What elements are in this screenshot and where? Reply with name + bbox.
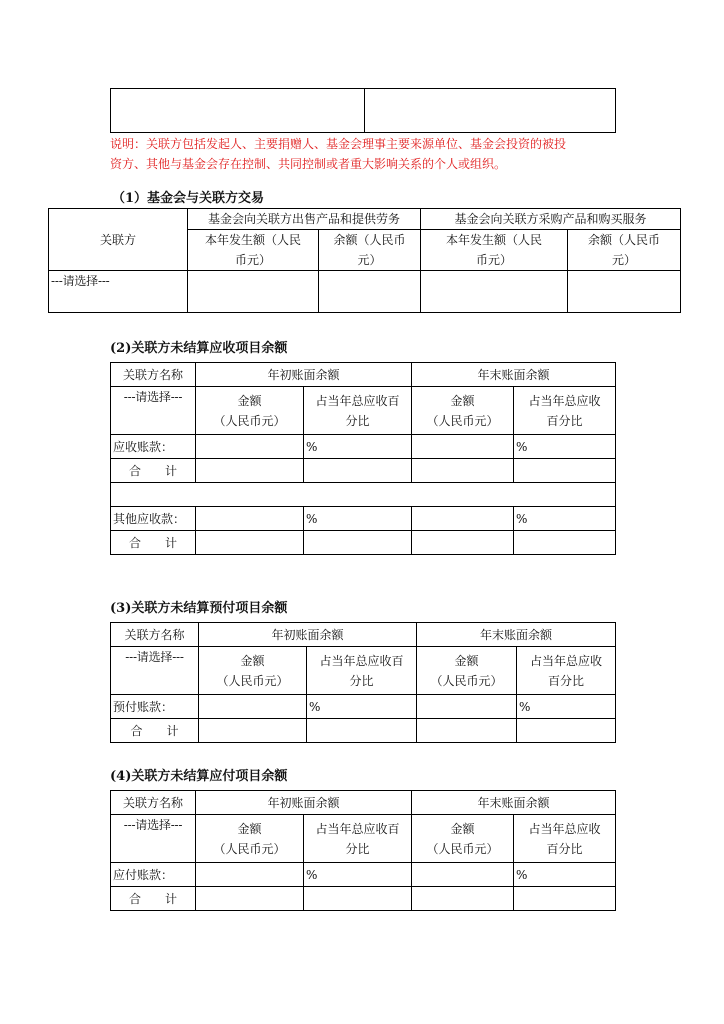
other-begin-amount[interactable] xyxy=(196,507,304,531)
payable-begin-amount[interactable] xyxy=(196,863,304,887)
col-end-balance: 年末账面余额 xyxy=(417,623,616,647)
prepay-end-amount[interactable] xyxy=(417,695,517,719)
begin-pct-header: 占当年总应收百 分比 xyxy=(307,647,417,695)
payable-total-begin-amount[interactable] xyxy=(196,887,304,911)
buy-balance-header: 余额（人民币 元） xyxy=(568,230,681,271)
other-end-pct[interactable]: % xyxy=(514,507,616,531)
other-total-end-pct[interactable] xyxy=(514,531,616,555)
ar-begin-amount[interactable] xyxy=(196,435,304,459)
row-label-receivable: 应收账款： xyxy=(111,435,196,459)
begin-amount-header: 金额 （人民币元） xyxy=(196,387,304,435)
payable-total-end-pct[interactable] xyxy=(514,887,616,911)
other-total-begin-pct[interactable] xyxy=(304,531,412,555)
row-label-payable: 应付账款： xyxy=(111,863,196,887)
col-related-party: 关联方 xyxy=(49,209,188,271)
payable-total-begin-pct[interactable] xyxy=(304,887,412,911)
sell-balance-cell[interactable] xyxy=(319,271,421,313)
payable-total-end-amount[interactable] xyxy=(412,887,514,911)
begin-amount-header: 金额 （人民币元） xyxy=(199,647,307,695)
sell-amount-header: 本年发生额（人民 币元） xyxy=(188,230,319,271)
top-box-cell-left[interactable] xyxy=(111,89,365,133)
end-amount-header: 金额 （人民币元） xyxy=(412,387,514,435)
row-label-total: 合 计 xyxy=(111,459,196,483)
end-amount-header: 金额 （人民币元） xyxy=(417,647,517,695)
payable-end-pct[interactable]: % xyxy=(514,863,616,887)
row-label-total: 合 计 xyxy=(111,719,199,743)
buy-balance-cell[interactable] xyxy=(568,271,681,313)
note-line-1: 说明：关联方包括发起人、主要捐赠人、基金会理事主要来源单位、基金会投资的被投 xyxy=(110,137,567,151)
end-pct-header: 占当年总应收 百分比 xyxy=(514,815,616,863)
prepay-total-begin-amount[interactable] xyxy=(199,719,307,743)
prepay-total-end-amount[interactable] xyxy=(417,719,517,743)
prepay-begin-amount[interactable] xyxy=(199,695,307,719)
related-party-select[interactable]: ---请选择--- xyxy=(49,271,188,313)
ar-end-pct[interactable]: % xyxy=(514,435,616,459)
prepay-total-end-pct[interactable] xyxy=(517,719,616,743)
ar-end-amount[interactable] xyxy=(412,435,514,459)
top-box-cell-right[interactable] xyxy=(365,89,616,133)
spacer-row xyxy=(111,483,616,507)
col-begin-balance: 年初账面余额 xyxy=(199,623,417,647)
other-total-begin-amount[interactable] xyxy=(196,531,304,555)
row-label-prepayment: 预付账款： xyxy=(111,695,199,719)
col-party-name: 关联方名称 xyxy=(111,623,199,647)
col-end-balance: 年末账面余额 xyxy=(412,791,616,815)
party-select[interactable]: ---请选择--- xyxy=(111,387,196,435)
ar-total-begin-amount[interactable] xyxy=(196,459,304,483)
buy-amount-cell[interactable] xyxy=(421,271,568,313)
ar-total-end-pct[interactable] xyxy=(514,459,616,483)
col-party-name: 关联方名称 xyxy=(111,791,196,815)
related-party-note xyxy=(110,134,620,174)
row-label-other-receivable: 其他应收款： xyxy=(111,507,196,531)
begin-pct-header: 占当年总应收百 分比 xyxy=(304,387,412,435)
ar-total-end-amount[interactable] xyxy=(412,459,514,483)
section1-table xyxy=(48,208,681,313)
row-label-total: 合 计 xyxy=(111,531,196,555)
col-begin-balance: 年初账面余额 xyxy=(196,791,412,815)
end-pct-header: 占当年总应收 百分比 xyxy=(517,647,616,695)
section2-title: (2)关联方未结算应收项目余额 xyxy=(110,341,288,356)
payable-end-amount[interactable] xyxy=(412,863,514,887)
begin-pct-header: 占当年总应收百 分比 xyxy=(304,815,412,863)
row-label-total: 合 计 xyxy=(111,887,196,911)
section1-title: （1）基金会与关联方交易 xyxy=(112,191,265,206)
col-party-name: 关联方名称 xyxy=(111,363,196,387)
party-select[interactable]: ---请选择--- xyxy=(111,647,199,695)
sell-balance-header: 余额（人民币 元） xyxy=(319,230,421,271)
prepay-begin-pct[interactable]: % xyxy=(307,695,417,719)
sell-amount-cell[interactable] xyxy=(188,271,319,313)
payable-begin-pct[interactable]: % xyxy=(304,863,412,887)
section4-title: (4)关联方未结算应付项目余额 xyxy=(110,769,288,784)
end-pct-header: 占当年总应收 百分比 xyxy=(514,387,616,435)
section3-title: (3)关联方未结算预付项目余额 xyxy=(110,601,288,616)
ar-begin-pct[interactable]: % xyxy=(304,435,412,459)
buy-amount-header: 本年发生额（人民 币元） xyxy=(421,230,568,271)
top-box xyxy=(110,88,616,133)
begin-amount-header: 金额 （人民币元） xyxy=(196,815,304,863)
col-begin-balance: 年初账面余额 xyxy=(196,363,412,387)
col-end-balance: 年末账面余额 xyxy=(412,363,616,387)
end-amount-header: 金额 （人民币元） xyxy=(412,815,514,863)
group-buy: 基金会向关联方采购产品和购买服务 xyxy=(421,209,681,230)
section3-table xyxy=(110,622,616,743)
other-end-amount[interactable] xyxy=(412,507,514,531)
section4-table xyxy=(110,790,616,911)
other-begin-pct[interactable]: % xyxy=(304,507,412,531)
note-line-2: 资方、其他与基金会存在控制、共同控制或者重大影响关系的个人或组织。 xyxy=(110,157,507,171)
prepay-total-begin-pct[interactable] xyxy=(307,719,417,743)
group-sell: 基金会向关联方出售产品和提供劳务 xyxy=(188,209,421,230)
ar-total-begin-pct[interactable] xyxy=(304,459,412,483)
prepay-end-pct[interactable]: % xyxy=(517,695,616,719)
other-total-end-amount[interactable] xyxy=(412,531,514,555)
section2-table xyxy=(110,362,616,555)
party-select[interactable]: ---请选择--- xyxy=(111,815,196,863)
